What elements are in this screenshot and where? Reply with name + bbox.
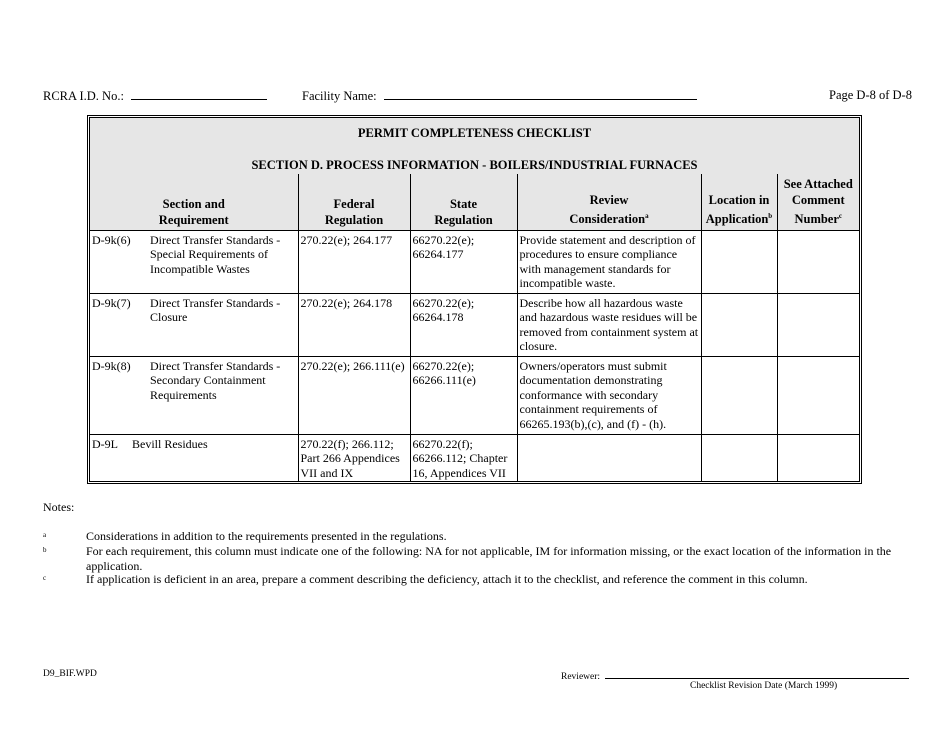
row-code: D-9L: [92, 436, 118, 451]
cell-review: Describe how all hazardous waste and hazardous waste residues will be removed from containment system at closure.: [517, 293, 701, 356]
cell-section: [90, 230, 298, 293]
cell-comment[interactable]: [777, 230, 859, 293]
col-header-comment: See Attached Comment Number$^c$: [777, 174, 859, 230]
row-requirement: Direct Transfer Standards - Secondary Containment Requirements: [150, 358, 281, 402]
cell-federal: 270.22(e); 264.177: [298, 230, 410, 293]
cell-location[interactable]: [701, 293, 777, 356]
col-header-federal: Federal Regulation: [298, 174, 410, 230]
row-code: D-9k(6): [92, 232, 131, 247]
reviewer-label: Reviewer:: [561, 672, 601, 682]
col-header-location: Location in Application$^b$: [701, 174, 777, 230]
cell-section: [90, 293, 298, 356]
facility-name-label: Facility Name:: [302, 89, 377, 103]
checklist-title-bar: [90, 118, 859, 175]
cell-review: [517, 434, 701, 482]
cell-state: 66270.22(e); 66264.177: [410, 230, 517, 293]
checklist-table: [90, 174, 859, 482]
checklist-table-frame: [87, 115, 862, 484]
cell-state: 66270.22(f); 66266.112; Chapter 16, Appendices VII: [410, 434, 517, 482]
rcra-id-field: [43, 88, 267, 104]
footnote-a-mark: a: [43, 531, 47, 539]
page-number: Page D-8 of D-8: [829, 88, 912, 102]
table-row: [90, 293, 859, 356]
rcra-id-label: RCRA I.D. No.:: [43, 89, 124, 103]
reviewer-blank: [605, 669, 909, 679]
cell-comment[interactable]: [777, 356, 859, 434]
cell-section: [90, 434, 298, 482]
row-requirement: Direct Transfer Standards - Closure: [150, 295, 281, 324]
revision-date: Checklist Revision Date (March 1999): [690, 681, 838, 691]
file-name: D9_BIF.WPD: [43, 669, 97, 679]
cell-location[interactable]: [701, 434, 777, 482]
facility-name-field: [302, 88, 697, 104]
rcra-id-blank: [131, 88, 267, 100]
cell-comment[interactable]: [777, 434, 859, 482]
facility-name-blank: [384, 88, 697, 100]
table-row: [90, 230, 859, 293]
cell-comment[interactable]: [777, 293, 859, 356]
checklist-title: PERMIT COMPLETENESS CHECKLIST: [357, 126, 592, 140]
cell-state: 66270.22(e); 66266.111(e): [410, 356, 517, 434]
cell-federal: 270.22(e); 264.178: [298, 293, 410, 356]
row-requirement: Direct Transfer Standards - Special Requirements of Incompatible Wastes: [150, 232, 281, 276]
footnote-c-mark: c: [43, 574, 47, 582]
cell-review: Provide statement and description of procedures to ensure compliance with management standards for incompatible waste.: [517, 230, 701, 293]
cell-review: Owners/operators must submit documentation demonstrating conformance with secondary containment requirements of 66265.193(b),(c), and (f) - (h).: [517, 356, 701, 434]
cell-state: 66270.22(e); 66264.178: [410, 293, 517, 356]
table-row: [90, 434, 859, 482]
notes-label: Notes:: [43, 500, 75, 514]
cell-location[interactable]: [701, 356, 777, 434]
col-header-review: Review Consideration$^a$: [517, 174, 701, 230]
cell-federal: 270.22(f); 266.112; Part 266 Appendices VII and IX: [298, 434, 410, 482]
cell-federal: 270.22(e); 266.111(e): [298, 356, 410, 434]
footnote-c-text: If application is deficient in an area, prepare a comment describing the deficiency, attach it to the checklist, and reference the comment in this column.: [86, 572, 808, 586]
col-header-section: Section and Requirement: [90, 174, 298, 230]
table-row: [90, 356, 859, 434]
table-header-row: [90, 174, 859, 230]
row-code: D-9k(8): [92, 358, 131, 373]
row-code: D-9k(7): [92, 295, 131, 310]
col-header-state: State Regulation: [410, 174, 517, 230]
cell-location[interactable]: [701, 230, 777, 293]
footnote-b-text: For each requirement, this column must indicate one of the following: NA for not applicable, IM for information missing, or the exact location of the information in the application.: [86, 544, 892, 573]
footnote-a-text: Considerations in addition to the requirements presented in the regulations.: [86, 529, 447, 543]
footnote-b-mark: b: [43, 546, 47, 554]
checklist-section-title: SECTION D. PROCESS INFORMATION - BOILERS/INDUSTRIAL FURNACES: [251, 158, 698, 172]
row-requirement: Bevill Residues: [132, 436, 208, 451]
cell-section: [90, 356, 298, 434]
